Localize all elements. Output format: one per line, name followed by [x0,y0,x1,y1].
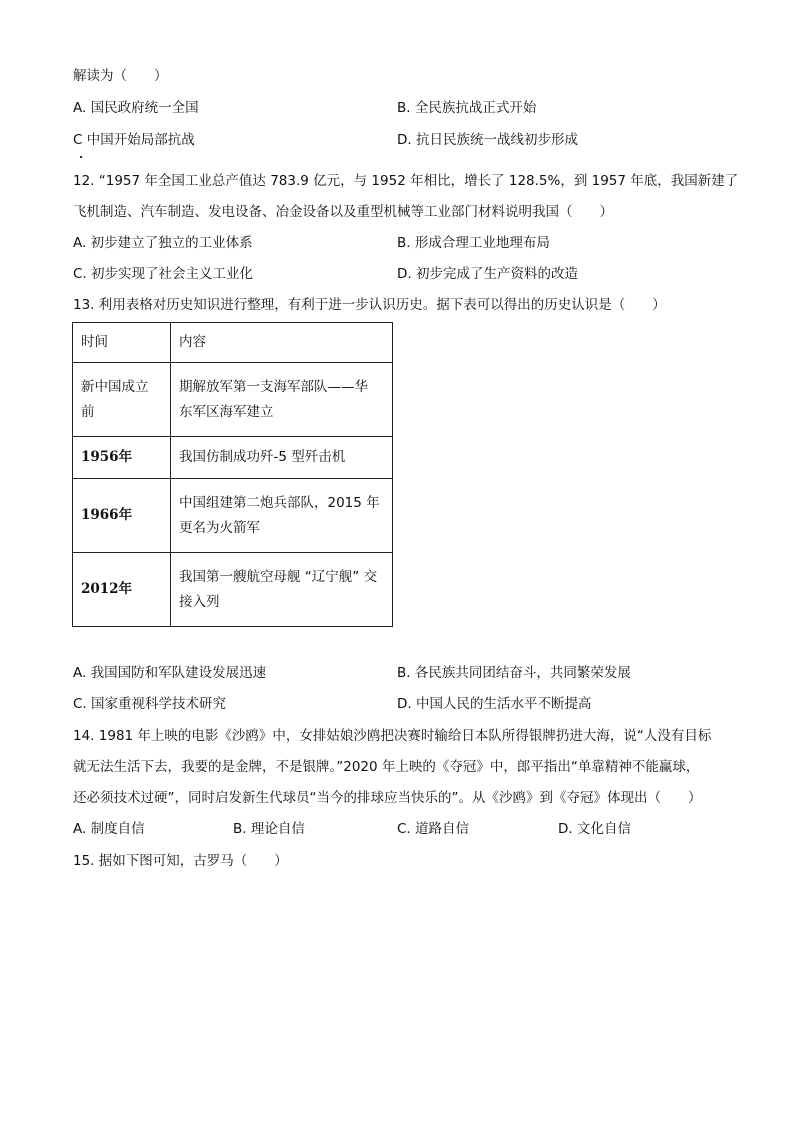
cell-content [171,479,393,553]
cell-content-line: 东军区海军建立 [179,403,274,420]
table-row [73,437,393,479]
cell-content-line: 我国第一艘航空母舰 “辽宁舰” 交 [179,568,378,585]
q11-option-c: C 中国开始局部抗战 [73,132,195,148]
cell-content-line: 接入列 [179,593,220,610]
cell-content-line: 期解放军第一支海军部队——华 [179,378,368,395]
q11-option-d: D. 抗日民族统一战线初步形成 [397,132,578,148]
header-content: 内容 [171,323,393,363]
cell-content: 我国仿制成功歼-5 型歼击机 [171,437,393,479]
q14-stem-line3: 还必须技术过硬”，同时启发新生代球员“当今的排球应当快乐的”。从《沙鸥》到《夺冠》体现出（ ） [73,790,702,806]
q12-option-c: C. 初步实现了社会主义工业化 [73,266,254,282]
cell-time: 1966年 [73,479,171,553]
cell-time: 1956年 [73,437,171,479]
q14-stem-line2: 就无法生活下去，我要的是金牌，不是银牌。”2020 年上映的《夺冠》中，郎平指出“单靠精神不能赢球， [73,759,700,775]
q13-option-c: C. 国家重视科学技术研究 [73,696,227,712]
cell-time: 2012年 [73,553,171,627]
cell-content [171,363,393,437]
q14-option-c: C. 道路自信 [397,821,470,837]
q13-stem: 13. 利用表格对历史知识进行整理，有利于进一步认识历史。据下表可以得出的历史认识是（ ） [73,297,666,313]
q12-option-b: B. 形成合理工业地理布局 [397,235,550,251]
cell-content-line: 更名为火箭军 [179,519,260,536]
q12-stem-line1: 12. “1957 年全国工业总产值达 783.9 亿元，与 1952 年相比，增长了 128.5%，到 1957 年底，我国新建了 [73,173,739,189]
cell-time-line: 前 [81,403,95,420]
q12-stem-line2: 飞机制造、汽车制造、发电设备、冶金设备以及重型机械等工业部门材料说明我国（ ） [73,204,613,220]
q13-option-b: B. 各民族共同团结奋斗，共同繁荣发展 [397,665,631,681]
cell-content [171,553,393,627]
q13-option-a: A. 我国国防和军队建设发展迅速 [73,665,267,681]
table-row [73,479,393,553]
history-table [72,322,393,627]
table-row [73,363,393,437]
q11-option-b: B. 全民族抗战正式开始 [397,100,537,116]
cell-time [73,363,171,437]
q13-option-d: D. 中国人民的生活水平不断提高 [397,696,592,712]
q15-stem: 15. 据如下图可知，古罗马（ ） [73,853,288,869]
table-row [73,553,393,627]
table-header-row [73,323,393,363]
q12-option-d: D. 初步完成了生产资料的改造 [397,266,578,282]
cell-content-line: 中国组建第二炮兵部队，2015 年 [179,494,380,511]
q14-option-b: B. 理论自信 [233,821,305,837]
stray-mark [80,156,82,158]
q14-option-a: A. 制度自信 [73,821,145,837]
q11-option-a: A. 国民政府统一全国 [73,100,199,116]
q12-option-a: A. 初步建立了独立的工业体系 [73,235,253,251]
q14-option-d: D. 文化自信 [558,821,631,837]
q11-stem-tail: 解读为（ ） [73,68,168,84]
cell-time-line: 新中国成立 [81,378,149,395]
q14-stem-line1: 14. 1981 年上映的电影《沙鸥》中，女排姑娘沙鸥把决赛时输给日本队所得银牌扔进大海，说“人没有目标 [73,728,712,744]
header-time: 时间 [73,323,171,363]
